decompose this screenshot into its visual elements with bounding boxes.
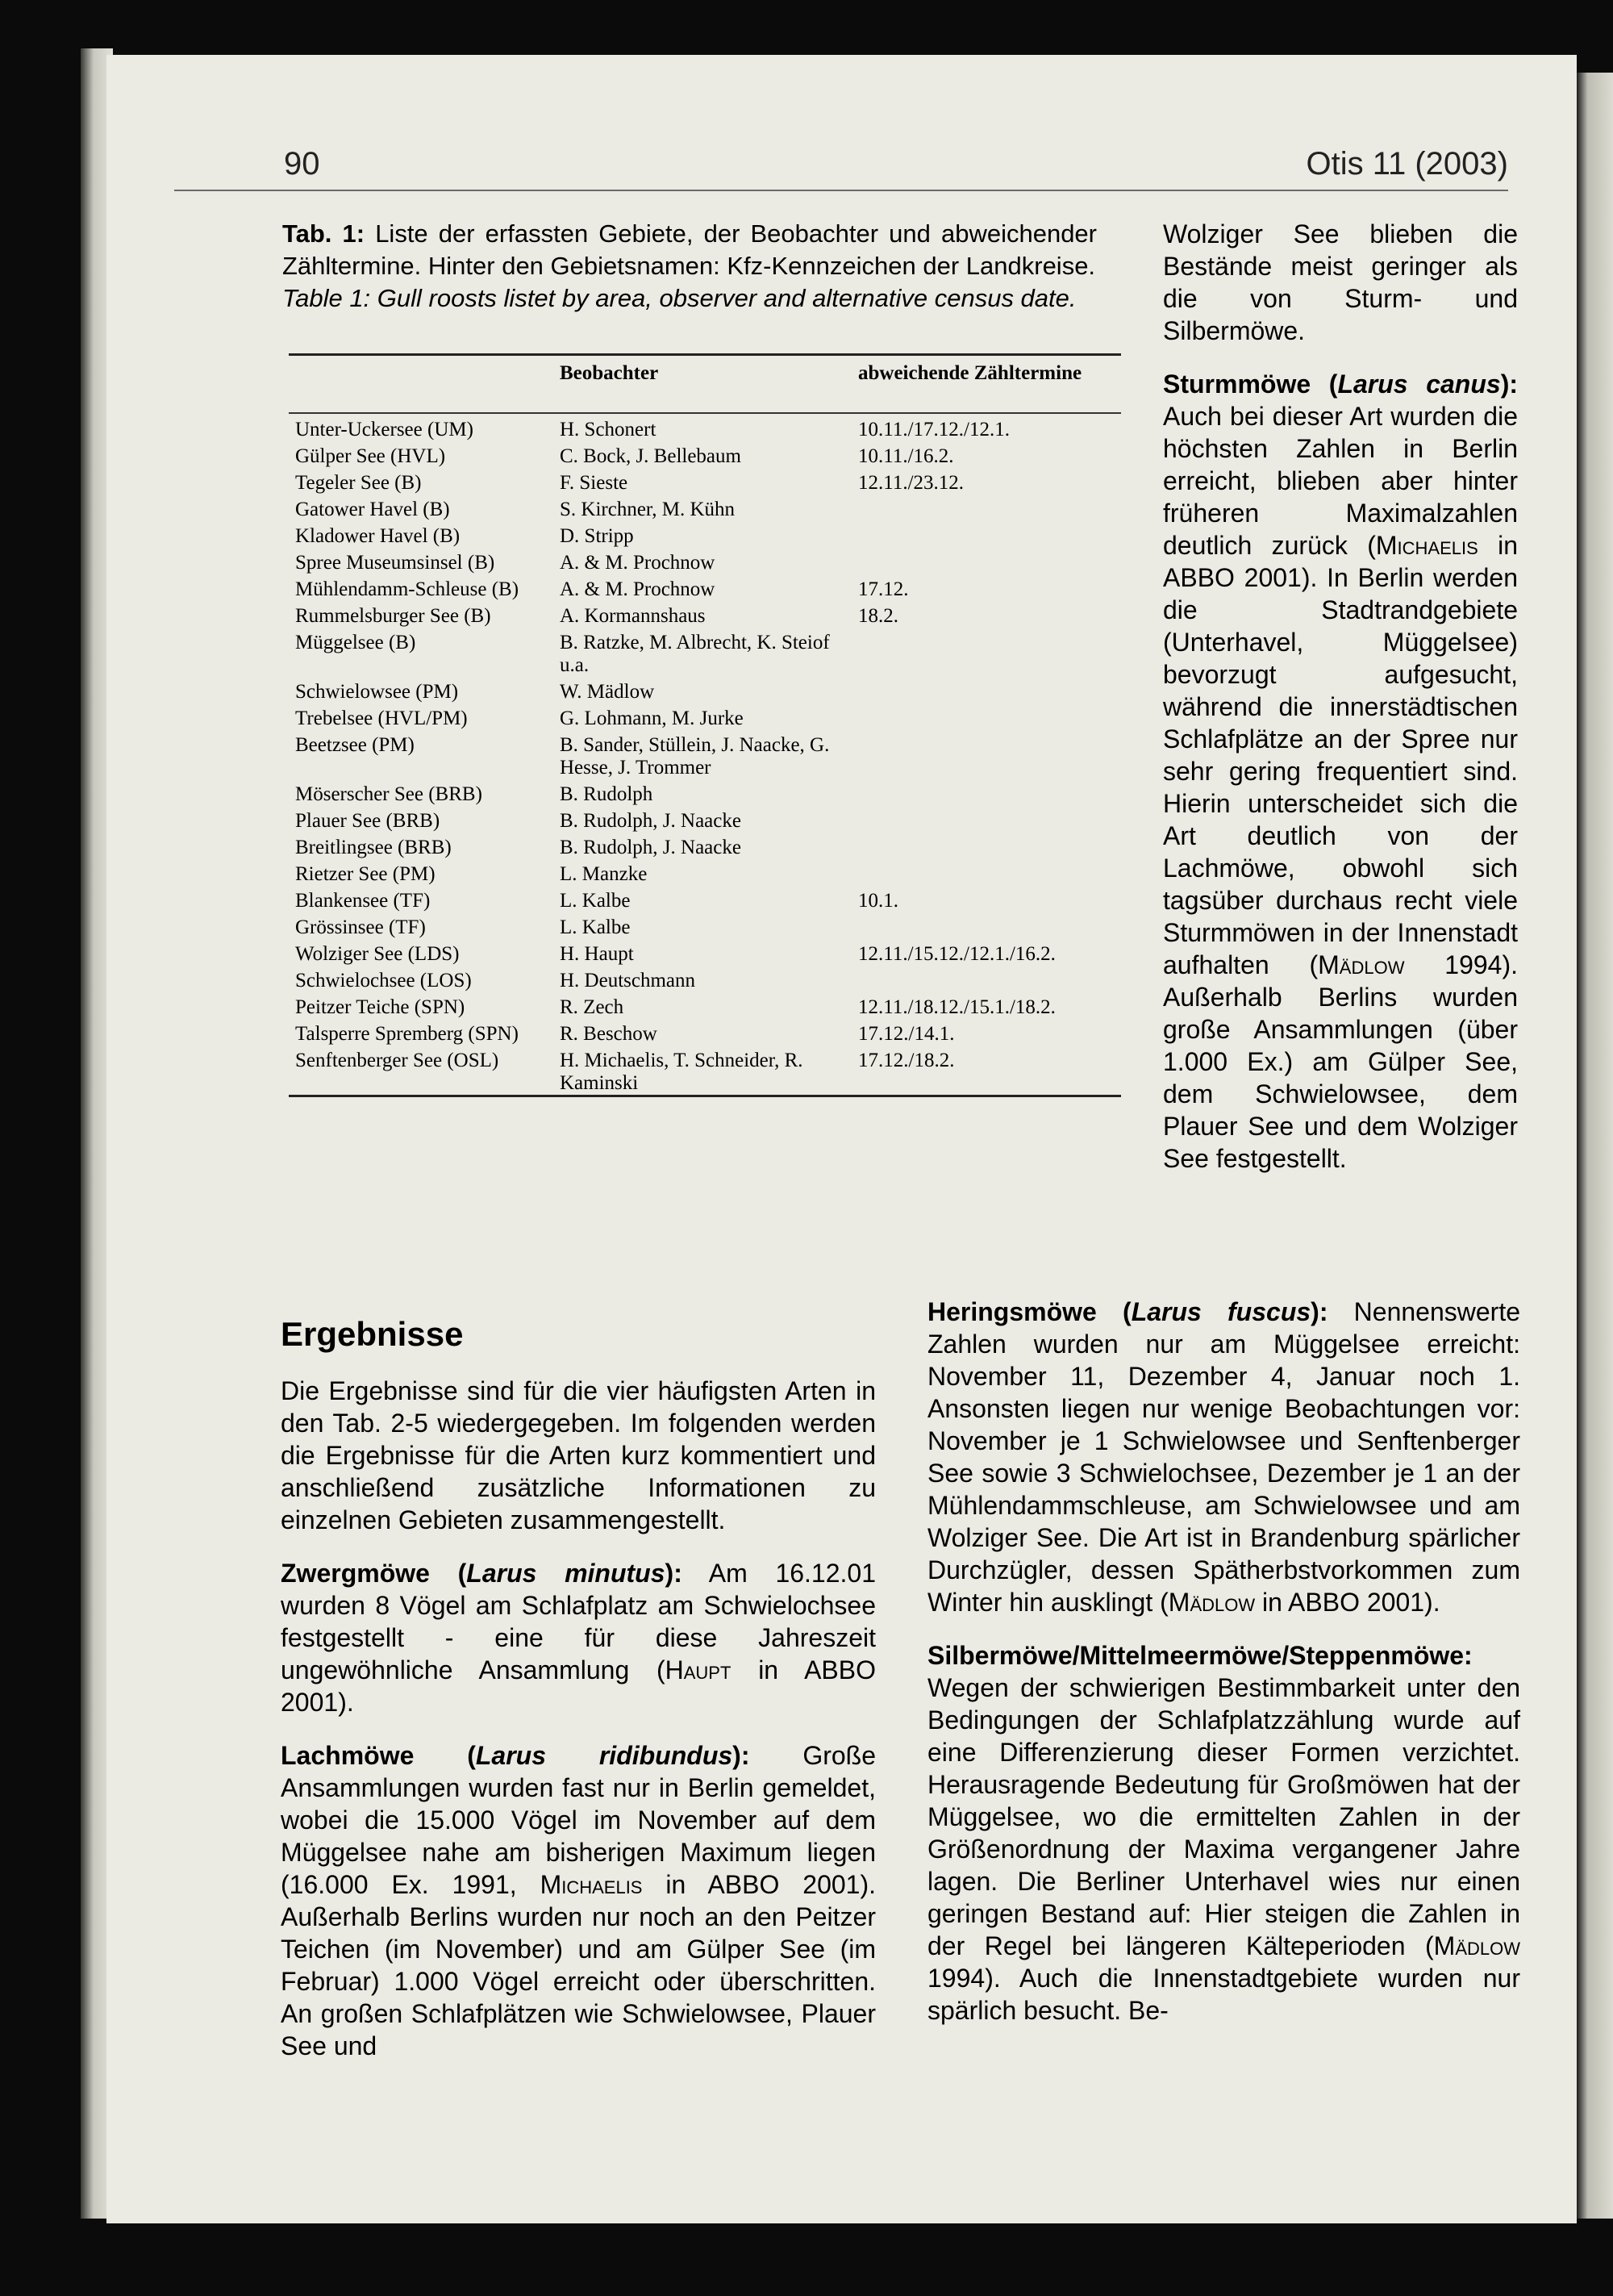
author-ref: Mädlow [1168,1588,1256,1617]
author-ref: Mädlow [1433,1931,1520,1960]
area-cell: Gatower Havel (B) [295,499,450,520]
sturmmoewe-heading [1163,369,1518,399]
caption-english: Table 1: Gull roosts listet by area, observer and alternative census date. [282,284,1077,312]
table-row [289,886,1121,912]
table-row [289,495,1121,521]
date-cell [858,734,1121,779]
area-cell: Senftenberger See (OSL) [295,1050,499,1071]
heringsmoewe-heading [927,1297,1327,1326]
area-cell: Rummelsburger See (B) [295,605,491,627]
lachmoewe-heading [281,1741,749,1770]
observer-cell: B. Sander, Stüllein, J. Naacke, G. Hesse, J. Trommer [560,734,830,779]
observer-cell: B. Rudolph, J. Naacke [560,810,741,832]
date-cell: 10.11./17.12./12.1. [858,419,1010,440]
body-text: Wegen der schwierigen Bestimmbarkeit unter den Bedingungen der Schlafplatzzählung wurde auf eine Differenzierung dieser Formen verzichtet. Herausragende Bedeutung für Großmöwen hat der Müggelsee, wo die ermittelten Zahlen in der Größenordnung der Maxima vergangener Jahre lagen. Die Berliner Unterhavel wies nur einen geringen Bestand auf: Hier steigen die Zahlen in der Regel bei längeren Kälteperioden ( [927,1673,1520,1960]
author-ref: Michaelis [540,1870,643,1899]
author-ref: Mädlow [1318,950,1405,979]
date-cell [858,837,1121,859]
observer-cell: B. Rudolph, J. Naacke [560,837,741,858]
observer-cell: C. Bock, J. Bellebaum [560,445,741,467]
area-cell: Wolziger See (LDS) [295,943,460,965]
area-cell: Beetzsee (PM) [295,734,415,756]
table-row [289,574,1121,601]
area-cell: Blankensee (TF) [295,890,431,912]
right-column-top [1163,218,1518,1196]
area-cell: Trebelsee (HVL/PM) [295,708,468,729]
body-text: in ABBO 2001). In Berlin werden die Stadtrandgebiete (Unterhavel, Müggelsee) bevorzugt aufgesucht, während die innerstädtischen Schlafplätze an der Spree nur sehr gering frequentiert sind. Hierin unterscheidet sich die Art deutlich von der Lachmöwe, obwohl sich tagsüber durchaus recht viele Sturmmöwen in der Innenstadt aufhalten ( [1163,531,1519,979]
scientific-name: Larus fuscus [1131,1297,1311,1326]
date-cell [858,499,1121,521]
area-cell: Peitzer Teiche (SPN) [295,996,465,1018]
area-cell: Grössinsee (TF) [295,916,426,938]
table-caption [282,218,1097,315]
header-census-date: abweichende Zähltermine [858,362,1082,384]
observer-cell: D. Stripp [560,525,634,547]
body-text: in ABBO 2001). Außerhalb Berlins wurden nur noch an den Peitzer Teichen (im November) und am Gülper See (im Februar) 1.000 Vögel erreicht oder überschritten. An großen Schlafplätzen wie Schwielowsee, Plauer See und [281,1870,876,2060]
date-cell: 10.1. [858,890,898,912]
date-cell: 12.11./15.12./12.1./16.2. [858,943,1056,965]
scientific-name: Larus minutus [466,1559,665,1588]
observer-cell: A. Kormannshaus [560,605,706,627]
date-cell [858,916,1121,939]
table-row [289,468,1121,495]
journal-citation: Otis 11 (2003) [1306,146,1508,182]
observer-cell: H. Schonert [560,419,656,440]
date-cell [858,708,1121,730]
heading-end: ): [665,1559,682,1588]
observer-cell: B. Rudolph [560,783,653,805]
area-cell: Breitlingsee (BRB) [295,837,452,858]
gull-roost-table [289,353,1121,1097]
table-row [289,677,1121,703]
observer-cell: L. Kalbe [560,916,631,938]
sturmmoewe-paragraph [1163,368,1518,1175]
author-ref: Haupt [665,1655,731,1684]
scientific-name: Larus ridibundus [475,1741,733,1770]
observer-cell: B. Ratzke, M. Albrecht, K. Steiof u.a. [560,632,830,676]
scientific-name: Larus canus [1337,369,1501,399]
silbermoewe-heading: Silbermöwe/Mittelmeermöwe/Steppenmöwe: [927,1641,1473,1670]
body-text: Die Ergebnisse sind für die vier häufigsten Arten in den Tab. 2-5 wiedergegeben. Im folgenden werden die Ergebnisse für die Arten kurz kommentiert und anschließend zusätzliche Informationen zu einzelnen Gebieten zusammengestellt. [281,1376,876,1534]
observer-cell: H. Deutschmann [560,970,696,991]
lachmoewe-paragraph [281,1739,876,2062]
body-text: in ABBO 2001). [1255,1588,1440,1617]
table-row [289,939,1121,966]
observer-cell: H. Michaelis, T. Schneider, R. Kaminski [560,1050,803,1094]
observer-cell: A. & M. Prochnow [560,552,715,574]
table-row [289,992,1121,1019]
area-cell: Möserscher See (BRB) [295,783,482,805]
date-cell [858,810,1121,833]
heading-text: Sturmmöwe ( [1163,369,1338,399]
table-row [289,912,1121,939]
heringsmoewe-paragraph [927,1296,1520,1618]
body-text: Am 16.12.01 wurden 8 Vögel am Schlafplatz am Schwielochsee festgestellt - eine für diese Jahreszeit ungewöhnliche Ansammlung ( [281,1559,877,1684]
observer-cell: H. Haupt [560,943,634,965]
date-cell [858,681,1121,703]
date-cell [858,552,1121,574]
table-row [289,601,1121,628]
heading-end: ): [1500,369,1519,399]
date-cell [858,783,1121,806]
body-text: Auch bei dieser Art wurden die höchsten Zahlen in Berlin erreicht, blieben aber hinter früheren Maximalzahlen deutlich zurück ( [1163,402,1518,560]
running-head [174,141,1508,191]
table-row [289,441,1121,468]
section-heading: Ergebnisse [281,1315,464,1353]
area-cell: Müggelsee (B) [295,632,416,653]
table-row [289,779,1121,806]
silbermoewe-paragraph [927,1639,1520,2027]
area-cell: Rietzer See (PM) [295,863,436,885]
heading-text: Zwergmöwe ( [281,1559,467,1588]
author-ref: Michaelis [1375,531,1478,560]
table-row [289,730,1121,779]
heading-text: Heringsmöwe ( [927,1297,1132,1326]
area-cell: Gülper See (HVL) [295,445,446,467]
caption-german: Liste der erfassten Gebiete, der Beobachter und abweichender Zähltermine. Hinter den Gebietsnamen: Kfz-Kennzeichen der Landkreise. [282,219,1097,280]
table-row [289,806,1121,833]
heading-text: Lachmöwe ( [281,1741,476,1770]
left-column [281,1312,876,2083]
area-cell: Tegeler See (B) [295,472,422,494]
area-cell: Plauer See (BRB) [295,810,440,832]
body-text: 1994). Auch die Innenstadtgebiete wurden nur spärlich besucht. Be- [927,1964,1520,2025]
zwergmoewe-paragraph [281,1557,876,1718]
table-row [289,833,1121,859]
date-cell: 12.11./23.12. [858,472,965,494]
date-cell: 12.11./18.12./15.1./18.2. [858,996,1056,1018]
intro-paragraph [281,1375,876,1536]
table-row [289,966,1121,992]
area-cell: Schwielochsee (LOS) [295,970,472,991]
observer-cell: W. Mädlow [560,681,655,703]
observer-cell: S. Kirchner, M. Kühn [560,499,736,520]
area-cell: Mühlendamm-Schleuse (B) [295,578,519,600]
date-cell: 17.12./14.1. [858,1023,955,1045]
zwergmoewe-heading [281,1559,682,1588]
body-text: in ABBO 2001). [281,1655,876,1717]
heading-end: ): [732,1741,750,1770]
adjacent-page-edge [1577,73,1613,2219]
date-cell [858,525,1121,548]
table-row [289,859,1121,886]
body-text: Große Ansammlungen wurden fast nur in Berlin gemeldet, wobei die 15.000 Vögel im November auf dem Müggelsee nahe am bisherigen Maximum liegen (16.000 Ex. 1991, [281,1741,877,1899]
body-text: 1994). Außerhalb Berlins wurden große Ansammlungen (über 1.000 Ex.) am Gülper See, dem Schwielowsee, dem Plauer See und dem Wolziger See festgestellt. [1163,950,1518,1173]
table-body [289,414,1121,1095]
date-cell: 17.12. [858,578,909,600]
header-observer: Beobachter [560,362,659,384]
date-cell: 17.12./18.2. [858,1050,955,1071]
observer-cell: R. Beschow [560,1023,657,1045]
area-cell: Unter-Uckersee (UM) [295,419,473,440]
table-row [289,628,1121,677]
date-cell [858,863,1121,886]
table-row [289,548,1121,574]
area-cell: Kladower Havel (B) [295,525,461,547]
area-cell: Spree Museumsinsel (B) [295,552,495,574]
date-cell [858,632,1121,677]
heading-end: ): [1311,1297,1328,1326]
table-row [289,1046,1121,1095]
continued-paragraph [1163,218,1518,347]
table-row [289,414,1121,441]
table-row [289,1019,1121,1046]
observer-cell: F. Sieste [560,472,628,494]
observer-cell: L. Manzke [560,863,648,885]
observer-cell: L. Kalbe [560,890,631,912]
date-cell: 18.2. [858,605,898,627]
observer-cell: G. Lohmann, M. Jurke [560,708,744,729]
observer-cell: A. & M. Prochnow [560,578,715,600]
observer-cell: R. Zech [560,996,624,1018]
date-cell: 10.11./16.2. [858,445,954,467]
page-number: 90 [284,146,320,182]
continued-text: Wolziger See blieben die Bestände meist geringer als die von Sturm- und Silbermöwe. [1163,219,1518,345]
table-row [289,703,1121,730]
body-text: Nennenswerte Zahlen wurden nur am Müggelsee erreicht: November 11, Dezember 4, Januar noch 1. Ansonsten liegen nur wenige Beobachtungen vor: November je 1 Schwielowsee und Senftenberger See sowie 3 Schwielochsee, Dezember je 1 an der Mühlendammschleuse, am Schwielowsee und am Wolziger See. Die Art ist in Brandenburg spärlicher Durchzügler, dessen Spätherbstvorkommen zum Winter hin ausklingt ( [927,1297,1521,1617]
date-cell [858,970,1121,992]
right-column [927,1296,1520,2048]
area-cell: Schwielowsee (PM) [295,681,459,703]
table-header [289,356,1121,414]
table-row [289,521,1121,548]
area-cell: Talsperre Spremberg (SPN) [295,1023,519,1045]
caption-label: Tab. 1: [282,219,365,248]
